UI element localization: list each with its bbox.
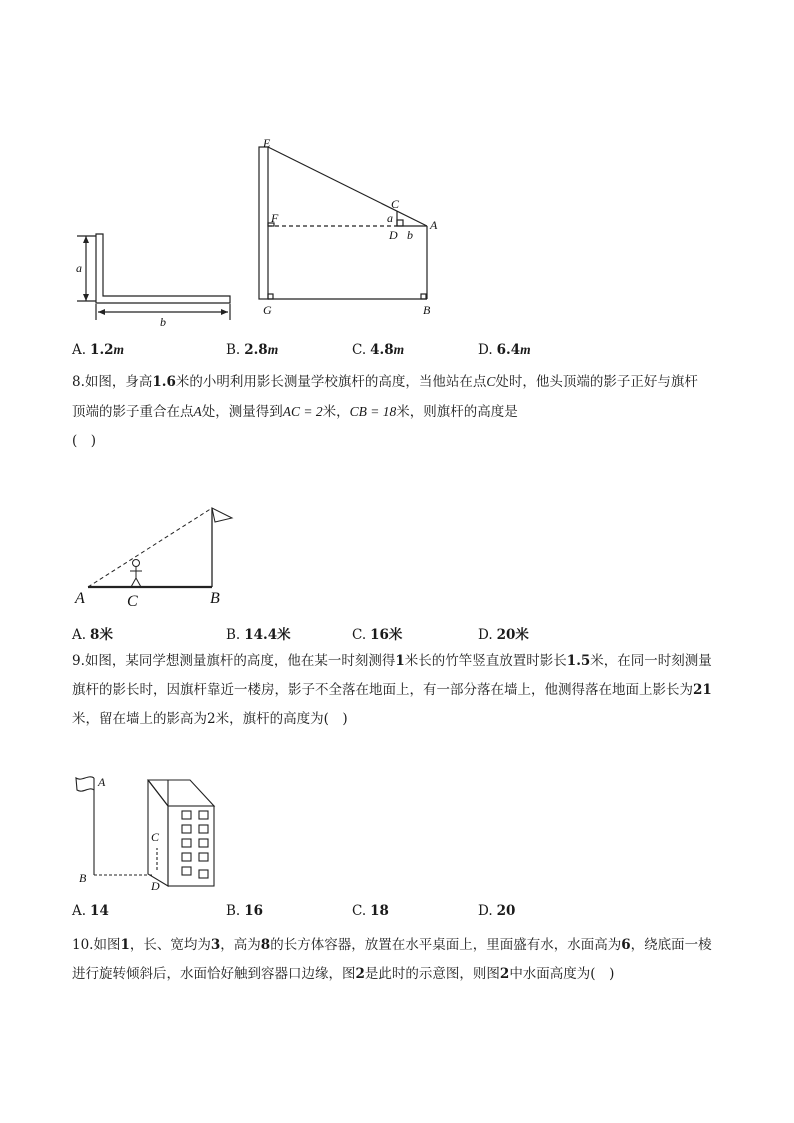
q10-line-1: 10.如图1，长、宽均为3，高为8的长方体容器，放置在水平桌面上，里面盛有水，水面高为6，绕底面一棱 (72, 937, 712, 953)
label-B: B (423, 303, 431, 317)
q9-option-a[interactable]: A. 14 (72, 903, 109, 919)
q7-option-d[interactable]: D. 6.4m (478, 342, 531, 358)
label-b-right: b (407, 228, 413, 242)
label-E: E (263, 136, 271, 150)
q7-option-b[interactable]: B. 2.8m (226, 342, 279, 358)
question-8 (72, 367, 732, 456)
q9-option-d[interactable]: D. 20 (478, 903, 516, 919)
q8-figure (72, 500, 242, 610)
label-D: D (389, 228, 398, 242)
q9-line-1: 9.如图，某同学想测量旗杆的高度，他在某一时刻测得1米长的竹竿竖直放置时影长1.5米，在同一时刻测量 (72, 653, 712, 669)
label-C: C (151, 830, 160, 844)
label-A: A (430, 218, 438, 232)
q8-line-1: 8.如图，身高1.6米的小明利用影长测量学校旗杆的高度，当他站在点C处时，他头顶端的影子正好与旗杆 (72, 374, 698, 390)
q9-figure (72, 768, 232, 896)
label-B: B (79, 871, 87, 885)
label-D: D (151, 879, 160, 893)
q8-option-b[interactable]: B. 14.4米 (226, 627, 291, 643)
flag (212, 508, 232, 522)
q8-line-3: ( ) (72, 433, 97, 449)
line-EA (268, 147, 427, 226)
label-C: C (391, 197, 400, 211)
q8-option-a[interactable]: A. 8米 (72, 627, 113, 643)
sight-line (88, 508, 212, 587)
flag (76, 777, 94, 791)
q7-option-c[interactable]: C. 4.8m (352, 342, 405, 358)
q7-figure-right (255, 135, 445, 325)
label-B: B (210, 590, 220, 607)
q9-line-3: 米，留在墙上的影高为2米，旗杆的高度为( ) (72, 711, 348, 727)
wall (259, 147, 268, 299)
q8-option-d[interactable]: D. 20米 (478, 627, 529, 643)
question-10 (72, 931, 732, 989)
label-b: b (160, 315, 166, 329)
label-G: G (263, 303, 272, 317)
q8-line-2: 顶端的影子重合在点A处，测量得到AC = 2米，CB = 18米，则旗杆的高度是 (72, 404, 518, 420)
label-a: a (76, 261, 82, 275)
label-C: C (127, 593, 138, 610)
label-A: A (75, 590, 85, 607)
l-shape-outline (96, 234, 230, 303)
q7-option-a[interactable]: A. 1.2m (72, 342, 125, 358)
q9-option-c[interactable]: C. 18 (352, 903, 389, 919)
label-F: F (271, 211, 279, 225)
q9-option-b[interactable]: B. 16 (226, 903, 264, 919)
label-a-right: a (387, 211, 393, 225)
person-figure (130, 560, 142, 588)
q10-line-2: 进行旋转倾斜后，水面恰好触到容器口边缘，图2是此时的示意图，则图2中水面高度为( ) (72, 966, 615, 982)
label-A: A (98, 775, 106, 789)
q7-figure-left (70, 228, 240, 333)
building-windows (182, 811, 208, 878)
q9-line-2: 旗杆的影长时，因旗杆靠近一楼房，影子不全落在地面上，有一部分落在墙上，他测得落在地面上影长为21 (72, 682, 712, 698)
q8-option-c[interactable]: C. 16米 (352, 627, 403, 643)
question-9 (72, 647, 732, 734)
